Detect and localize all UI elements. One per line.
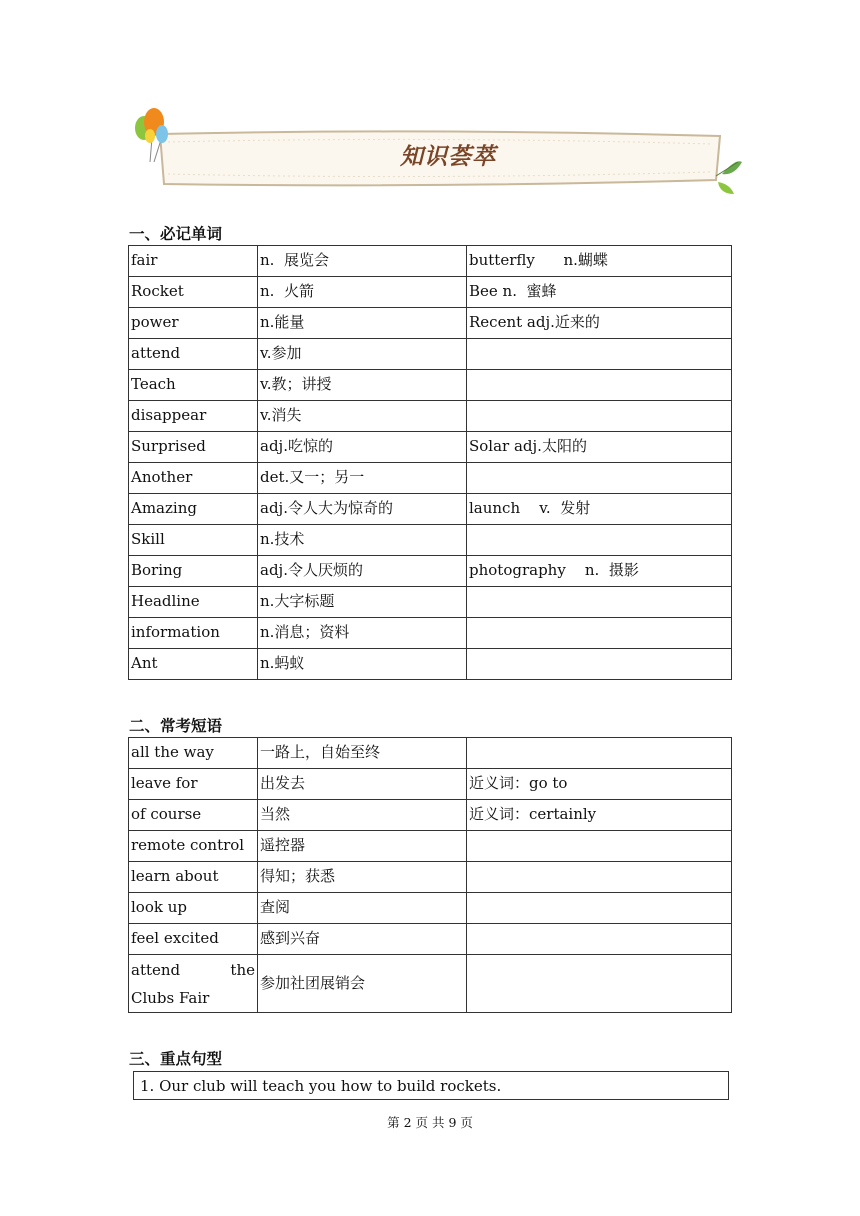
table-cell: det.又一；另一 — [258, 463, 467, 494]
banner-title: 知识荟萃 — [400, 144, 496, 170]
table-cell: leave for — [129, 769, 258, 800]
table-cell: attend the Clubs Fair — [129, 955, 258, 1013]
table-cell — [467, 587, 732, 618]
table-cell: adj.令人大为惊奇的 — [258, 494, 467, 525]
table-cell — [467, 738, 732, 769]
table-cell: Rocket — [129, 277, 258, 308]
table-row — [129, 308, 732, 339]
table-cell: Recent adj.近来的 — [467, 308, 732, 339]
table-row — [129, 924, 732, 955]
section-heading-phrases: 二、常考短语 — [129, 717, 223, 735]
table-row — [129, 339, 732, 370]
table-cell: v.消失 — [258, 401, 467, 432]
table-cell: look up — [129, 893, 258, 924]
key-sentence: 1. Our club will teach you how to build rockets. — [133, 1071, 729, 1100]
table-cell: 查阅 — [258, 893, 467, 924]
table-cell: adj.吃惊的 — [258, 432, 467, 463]
table-cell: n. 火箭 — [258, 277, 467, 308]
table-cell — [467, 831, 732, 862]
table-cell: n.消息；资料 — [258, 618, 467, 649]
table-cell — [467, 618, 732, 649]
table-cell: photography n. 摄影 — [467, 556, 732, 587]
table-cell: Headline — [129, 587, 258, 618]
table-row — [129, 587, 732, 618]
table-cell: attend — [129, 339, 258, 370]
table-cell — [467, 893, 732, 924]
table-cell: 出发去 — [258, 769, 467, 800]
table-cell: Another — [129, 463, 258, 494]
section-heading-sentences: 三、重点句型 — [129, 1050, 223, 1068]
table-cell: n. 展览会 — [258, 246, 467, 277]
table-row — [129, 649, 732, 680]
table-cell: all the way — [129, 738, 258, 769]
table-cell: 参加社团展销会 — [258, 955, 467, 1013]
table-cell: Teach — [129, 370, 258, 401]
table-cell — [467, 463, 732, 494]
table-cell — [467, 924, 732, 955]
table-row — [129, 277, 732, 308]
table-cell: 感到兴奋 — [258, 924, 467, 955]
table-cell — [467, 955, 732, 1013]
table-cell: butterfly n.蝴蝶 — [467, 246, 732, 277]
table-cell: n.蚂蚁 — [258, 649, 467, 680]
table-cell: Solar adj.太阳的 — [467, 432, 732, 463]
table-cell: v.参加 — [258, 339, 467, 370]
leaf-icon — [716, 161, 742, 194]
table-cell: adj.令人厌烦的 — [258, 556, 467, 587]
table-cell: Surprised — [129, 432, 258, 463]
table-row — [129, 831, 732, 862]
table-cell: power — [129, 308, 258, 339]
table-cell: Ant — [129, 649, 258, 680]
table-cell: 一路上，自始至终 — [258, 738, 467, 769]
table-cell: 遥控器 — [258, 831, 467, 862]
table-cell: n.技术 — [258, 525, 467, 556]
table-cell: remote control — [129, 831, 258, 862]
table-row — [129, 893, 732, 924]
table-cell: information — [129, 618, 258, 649]
table-row — [129, 955, 732, 1013]
table-cell: learn about — [129, 862, 258, 893]
table-cell: 当然 — [258, 800, 467, 831]
phrases-table — [128, 737, 732, 1013]
table-row — [129, 246, 732, 277]
table-cell: n.能量 — [258, 308, 467, 339]
table-row — [129, 862, 732, 893]
table-cell: Boring — [129, 556, 258, 587]
table-cell — [467, 862, 732, 893]
table-cell: 近义词：go to — [467, 769, 732, 800]
table-cell: Amazing — [129, 494, 258, 525]
table-cell: Skill — [129, 525, 258, 556]
table-cell: 近义词：certainly — [467, 800, 732, 831]
table-cell: 得知；获悉 — [258, 862, 467, 893]
table-cell: v.教；讲授 — [258, 370, 467, 401]
vocabulary-table — [128, 245, 732, 680]
table-row — [129, 370, 732, 401]
table-cell — [467, 649, 732, 680]
table-row — [129, 463, 732, 494]
table-row — [129, 556, 732, 587]
table-row — [129, 738, 732, 769]
section-heading-vocabulary: 一、必记单词 — [129, 225, 223, 243]
table-cell: n.大字标题 — [258, 587, 467, 618]
table-cell — [467, 370, 732, 401]
table-cell: disappear — [129, 401, 258, 432]
table-row — [129, 432, 732, 463]
table-row — [129, 525, 732, 556]
table-row — [129, 800, 732, 831]
table-cell — [467, 401, 732, 432]
table-cell: launch v. 发射 — [467, 494, 732, 525]
table-row — [129, 494, 732, 525]
table-cell: of course — [129, 800, 258, 831]
table-cell — [467, 339, 732, 370]
table-row — [129, 769, 732, 800]
table-cell: Bee n. 蜜蜂 — [467, 277, 732, 308]
table-cell: fair — [129, 246, 258, 277]
table-cell — [467, 525, 732, 556]
table-row — [129, 618, 732, 649]
table-cell: feel excited — [129, 924, 258, 955]
table-row — [129, 401, 732, 432]
page-number: 第 2 页 共 9 页 — [387, 1115, 473, 1130]
